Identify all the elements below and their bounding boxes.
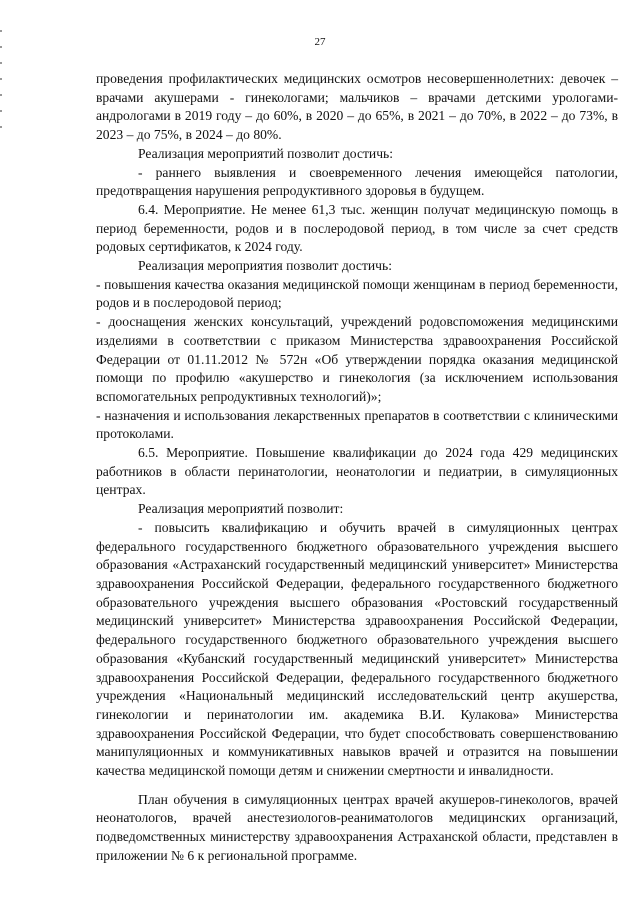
paragraph-measure-6-5: 6.5. Мероприятие. Повышение квалификации до 2024 года 429 медицинских работников в области перинатологии, неонатологии и педиатрии, в симуляционных центрах. <box>96 445 618 498</box>
paragraph-implementation-heading-2: Реализация мероприятия позволит достичь: <box>138 258 392 274</box>
paragraph-medication: - назначения и использования лекарственных препаратов в соответствии с клиническими протоколами. <box>96 407 618 442</box>
paragraph-implementation-heading-3: Реализация мероприятий позволит: <box>138 501 344 517</box>
paragraph-quality-improvement: - повышения качества оказания медицинской помощи женщинам в период беременности, родов и в послеродовой период; <box>96 276 618 311</box>
document-body <box>96 70 618 866</box>
paragraph-measure-6-4: 6.4. Мероприятие. Не менее 61,3 тыс. женщин получат медицинскую помощь в период беременности, родов и в послеродовой период, в том числе за счет средств родовых сертификатов, к 2024 году. <box>96 201 618 255</box>
scan-margin-marks <box>0 30 3 150</box>
paragraph-simulation-training: - повысить квалификацию и обучить врачей в симуляционных центрах федерального государственного бюджетного образовательного учреждения высшего образования «Астраханский государственный медицинский университет» Министерства здравоохранения Российской Федерации, федерального государственного бюджетного образовательного учреждения высшего образования «Ростовский государственный медицинский университет» Министерства здравоохранения Российской Федерации, федерального государственного бюджетного образовательного учреждения высшего образования «Кубанский государственный медицинский университет» Министерства здравоохранения Российской Федерации, федерального государственного бюджетного учреждения «Национальный медицинский исследовательский центр акушерства, гинекологии и перинатологии им. академика В.И. Кулакова» Министерства здравоохранения Российской Федерации, что будет способствовать совершенствованию манипуляционных и коммуникативных навыков врачей и отразится на повышении качества медицинской помощи детям и снижении смертности и инвалидности. <box>96 519 618 779</box>
paragraph-implementation-heading-1: Реализация мероприятий позволит достичь: <box>138 145 394 161</box>
paragraph-equipment: - дооснащения женских консультаций, учреждений родовспоможения медицинскими изделиями в соответствии с приказом Министерства здравоохранения Российской Федерации от 01.11.2012 № 572н «Об утверждении порядка оказания медицинской помощи по профилю «акушерство и гинекология (за исключением использования вспомогательных репродуктивных технологий)»; <box>96 314 618 404</box>
paragraph-screening-targets: проведения профилактических медицинских осмотров несовершеннолетних: девочек – врачами акушерами - гинекологами; мальчиков – врачами детскими урологами-андрологами в 2019 году – до 60%, в 2020 – до 65%, в 2021 – до 70%, в 2022 – до 73%, в 2023 – до 75%, в 2024 – до 80%. <box>96 71 618 143</box>
page-number: 27 <box>314 36 326 48</box>
paragraph-early-detection: - раннего выявления и своевременного лечения имеющейся патологии, предотвращения нарушения репродуктивного здоровья в будущем. <box>96 164 618 199</box>
paragraph-training-plan: План обучения в симуляционных центрах врачей акушеров-гинекологов, врачей неонатологов, врачей анестезиологов-реаниматологов медицинских организаций, подведомственных министерству здравоохранения Астраханской области, представлен в приложении № 6 к региональной программе. <box>96 791 618 863</box>
